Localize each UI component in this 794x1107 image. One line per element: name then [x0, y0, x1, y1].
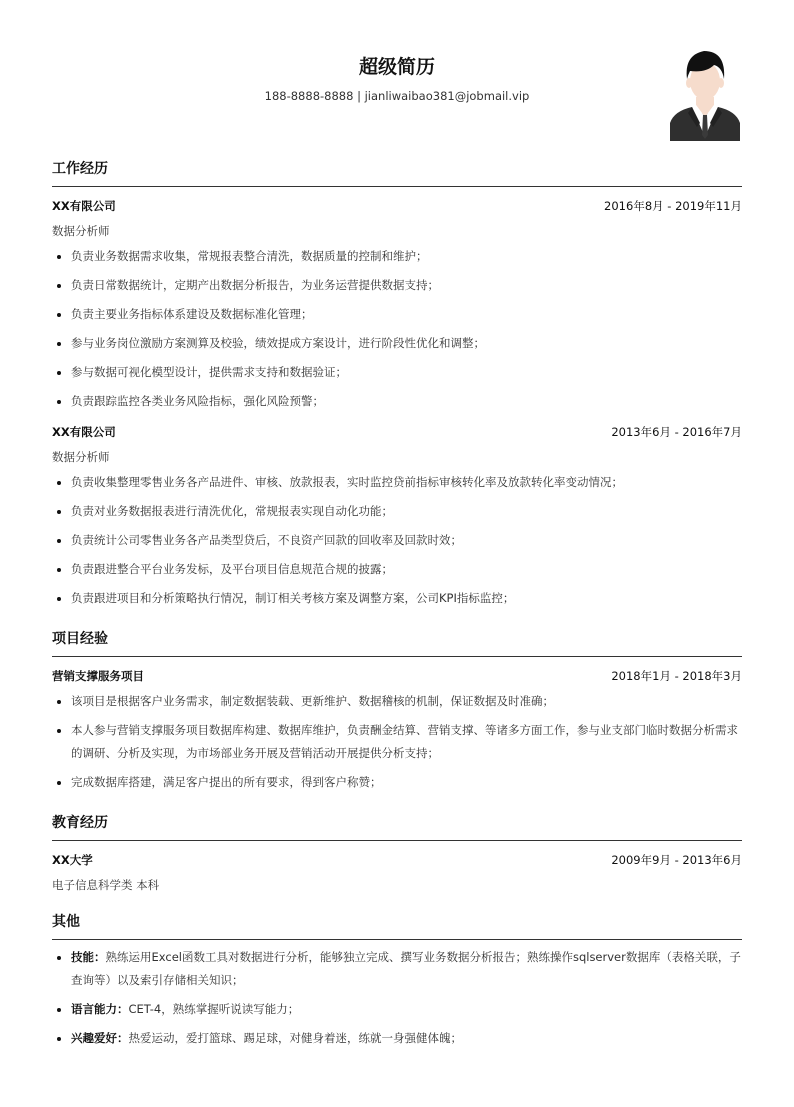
education-section-title: 教育经历 [52, 812, 742, 841]
resume-page [52, 0, 742, 1050]
work-entry [52, 424, 742, 610]
hobby-text: 热爱运动，爱打篮球、踢足球，对健身着迷，练就一身强健体魄； [128, 1031, 462, 1045]
list-item: • 参与数据可视化模型设计，提供需求支持和数据验证； [71, 361, 742, 384]
degree: 电子信息科学类 本科 [52, 878, 160, 892]
school-name: XX大学 [52, 853, 93, 867]
language-label: 语言能力： [71, 1002, 129, 1016]
work-entry [52, 198, 742, 413]
job-title: 数据分析师 [52, 450, 110, 464]
list-item: • 负责统计公司零售业务各产品类型贷后，不良资产回款的回收率及回款时效； [71, 529, 742, 552]
work-section-title: 工作经历 [52, 158, 742, 187]
company-name: XX有限公司 [52, 199, 116, 213]
work-period: 2016年8月 - 2019年11月 [604, 199, 742, 213]
list-item [71, 998, 742, 1021]
avatar [670, 45, 740, 141]
list-item: • 负责业务数据需求收集，常规报表整合清洗，数据质量的控制和维护； [71, 245, 742, 268]
job-title: 数据分析师 [52, 224, 110, 238]
list-item: • 负责主要业务指标体系建设及数据标准化管理； [71, 303, 742, 326]
list-item: • 该项目是根据客户业务需求，制定数据装载、更新维护、数据稽核的机制，保证数据及时准确； [71, 690, 742, 713]
work-period: 2013年6月 - 2016年7月 [611, 425, 742, 439]
education-period: 2009年9月 - 2013年6月 [611, 853, 742, 867]
list-item [71, 946, 742, 992]
skill-text: 熟练运用Excel函数工具对数据进行分析，能够独立完成、撰写业务数据分析报告；熟练操作sqlserver数据库（表格关联，子查询等）以及索引存储相关知识； [71, 950, 741, 987]
list-item: • 参与业务岗位激励方案测算及校验，绩效提成方案设计，进行阶段性优化和调整； [71, 332, 742, 355]
company-name: XX有限公司 [52, 425, 116, 439]
other-items-list [52, 946, 742, 1050]
project-section [52, 628, 742, 794]
resume-header [52, 0, 742, 150]
hobby-label: 兴趣爱好： [71, 1031, 129, 1045]
work-duties-list [52, 245, 742, 413]
project-name: 营销支撑服务项目 [52, 669, 144, 683]
language-text: CET-4，熟练掌握听说读写能力； [128, 1002, 300, 1016]
list-item: • 负责跟踪监控各类业务风险指标，强化风险预警； [71, 390, 742, 413]
list-item: • 本人参与营销支撑服务项目数据库构建、数据库维护，负责酬金结算、营销支撑、等诸多方面工作，参与业支部门临时数据分析需求的调研、分析及实现，为市场部业务开展及营销活动开展提供分析支持； [71, 719, 742, 765]
education-section [52, 812, 742, 893]
resume-name: 超级简历 [358, 56, 435, 78]
other-section [52, 911, 742, 1050]
project-header [52, 668, 742, 684]
list-item: • 负责收集整理零售业务各产品进件、审核、放款报表，实时监控贷前指标审核转化率及放款转化率变动情况； [71, 471, 742, 494]
contact-info: 188-8888-8888 | jianliwaibao381@jobmail.vip [264, 89, 530, 103]
skill-label: 技能： [71, 950, 106, 964]
list-item: • 负责跟进项目和分析策略执行情况，制订相关考核方案及调整方案，公司KPI指标监控； [71, 587, 742, 610]
list-item [71, 1027, 742, 1050]
list-item: • 负责跟进整合平台业务发标，及平台项目信息规范合规的披露； [71, 558, 742, 581]
work-entry-header [52, 424, 742, 440]
project-section-title: 项目经验 [52, 628, 742, 657]
education-header [52, 852, 742, 868]
project-items-list [52, 690, 742, 794]
work-entry-header [52, 198, 742, 214]
list-item: • 负责日常数据统计，定期产出数据分析报告，为业务运营提供数据支持； [71, 274, 742, 297]
work-duties-list [52, 471, 742, 610]
other-section-title: 其他 [52, 911, 742, 940]
list-item: • 完成数据库搭建，满足客户提出的所有要求，得到客户称赞； [71, 771, 742, 794]
project-period: 2018年1月 - 2018年3月 [611, 669, 742, 683]
list-item: • 负责对业务数据报表进行清洗优化，常规报表实现自动化功能； [71, 500, 742, 523]
